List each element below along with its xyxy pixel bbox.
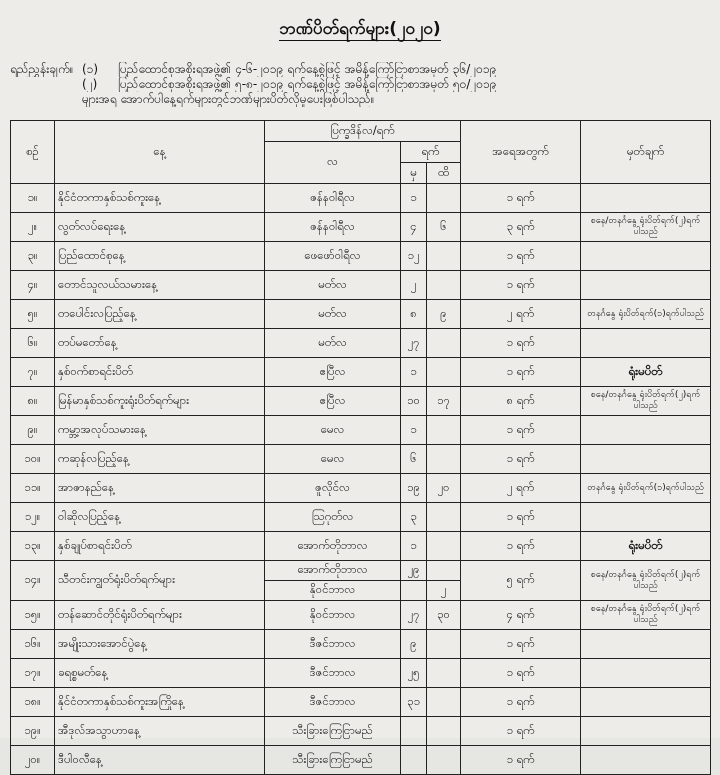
remark	[581, 329, 711, 358]
date-to	[427, 329, 461, 358]
row-number: ၁၅။	[11, 601, 55, 630]
reference-line	[10, 77, 710, 92]
holiday-month: ဒီဇင်ဘာလ	[265, 659, 401, 688]
table-row	[11, 416, 711, 445]
date-from: ၁	[401, 532, 427, 561]
holiday-month: မေလ	[265, 416, 401, 445]
remark	[581, 688, 711, 717]
holiday-month: ဩဂုတ်လ	[265, 503, 401, 532]
header-no: စဉ်	[11, 121, 55, 184]
row-number: ၇။	[11, 358, 55, 387]
holiday-month: ဇန်နဝါရီလ	[265, 213, 401, 242]
header-to: ထိ	[427, 163, 461, 184]
table-row	[11, 561, 711, 581]
day-count: ၅ ရက်	[461, 561, 581, 601]
row-number: ၁၉။	[11, 717, 55, 746]
date-to	[427, 532, 461, 561]
date-from: ၂၅	[401, 659, 427, 688]
holiday-name: မြန်မာနှစ်သစ်ကူးရုံးပိတ်ရက်များ	[55, 387, 265, 416]
remark	[581, 503, 711, 532]
day-count: ၁ ရက်	[461, 242, 581, 271]
date-to	[427, 688, 461, 717]
holiday-month: ဒီဇင်ဘာလ	[265, 630, 401, 659]
reference-text: များအရ အောက်ပါနေ့ရက်များတွင်ဘဏ်များပိတ်လိုမှုပေးဖြစ်ပါသည်။	[82, 92, 375, 106]
day-count: ၁ ရက်	[461, 717, 581, 746]
date-to	[427, 503, 461, 532]
holiday-month: အောက်တိုဘာလ	[265, 532, 401, 561]
holiday-name: နှစ်ဝက်စာရင်းပိတ်	[55, 358, 265, 387]
date-to	[427, 445, 461, 474]
holiday-name: ဝါဆိုလပြည့်နေ့	[55, 503, 265, 532]
date-to: ၁၇	[427, 387, 461, 416]
date-to	[427, 358, 461, 387]
remark: ရုံးမပိတ်	[581, 532, 711, 561]
row-number: ၁၁။	[11, 474, 55, 503]
remark: စနေ/တနင်္ဂနွေ ရုံးပိတ်ရက်(၂)ရက်ပါသည်	[581, 387, 711, 416]
date-from	[401, 581, 427, 601]
date-to	[427, 271, 461, 300]
date-to	[427, 659, 461, 688]
holiday-name: တန်ဆောင်တိုင်ရုံးပိတ်ရက်များ	[55, 601, 265, 630]
holiday-month: ဒီဇင်ဘာလ	[265, 688, 401, 717]
day-count: ၂ ရက်	[461, 474, 581, 503]
day-count: ၁ ရက်	[461, 532, 581, 561]
reference-text: ပြည်ထောင်စုအစိုးရအဖွဲ့၏ ၄-၆-၂၀၁၉ ရက်နေ့စွဲဖြင့် အမိန့်ကြော်ငြာစာအမှတ် ၃၆/၂၀၁၉	[118, 62, 497, 76]
row-number: ၁၆။	[11, 630, 55, 659]
remark	[581, 184, 711, 213]
day-count: ၃ ရက်	[461, 213, 581, 242]
table-row	[11, 271, 711, 300]
holiday-name: လွတ်လပ်ရေးနေ့	[55, 213, 265, 242]
holiday-table	[10, 120, 711, 775]
holiday-month: ဧပြီလ	[265, 358, 401, 387]
table-row	[11, 329, 711, 358]
row-number: ၈။	[11, 387, 55, 416]
document-title: ဘဏ်ပိတ်ရက်များ(၂၀၂၀)	[279, 19, 441, 39]
date-to	[427, 242, 461, 271]
table-row	[11, 688, 711, 717]
table-row	[11, 358, 711, 387]
day-count: ၁ ရက်	[461, 358, 581, 387]
date-from: ၁၀	[401, 387, 427, 416]
holiday-name: ပြည်ထောင်စုနေ့	[55, 242, 265, 271]
date-from: ၂၉	[401, 561, 427, 581]
reference-label: ရည်ညွှန်းချက်။	[10, 62, 74, 76]
row-number: ၁၇။	[11, 659, 55, 688]
date-from: ၉	[401, 630, 427, 659]
row-number: ၁၀။	[11, 445, 55, 474]
table-row	[11, 503, 711, 532]
holiday-name: ကဆုန်လပြည့်နေ့	[55, 445, 265, 474]
row-number: ၁၃။	[11, 532, 55, 561]
holiday-name: အမျိုးသားအောင်ပွဲနေ့	[55, 630, 265, 659]
holiday-month: သီးခြားကြေငြာမည်	[265, 717, 401, 746]
day-count: ၂ ရက်	[461, 300, 581, 329]
remark	[581, 445, 711, 474]
day-count: ၁ ရက်	[461, 688, 581, 717]
date-from: ၁၉	[401, 474, 427, 503]
table-row	[11, 300, 711, 329]
date-from: ၄	[401, 213, 427, 242]
date-to: ၂	[427, 581, 461, 601]
holiday-month: ဇူလိုင်လ	[265, 474, 401, 503]
table-row	[11, 601, 711, 630]
holiday-name: ခရစ္စမတ်နေ့	[55, 659, 265, 688]
day-count: ၁ ရက်	[461, 329, 581, 358]
row-number: ၆။	[11, 329, 55, 358]
day-count: ၁ ရက်	[461, 416, 581, 445]
date-from: ၁	[401, 184, 427, 213]
holiday-name: နှစ်ချုပ်စာရင်းပိတ်	[55, 532, 265, 561]
header-date: ရက်	[401, 142, 461, 163]
table-row	[11, 659, 711, 688]
date-to	[427, 717, 461, 746]
date-from	[401, 746, 427, 775]
date-to: ၉	[427, 300, 461, 329]
table-row	[11, 474, 711, 503]
reference-line	[10, 92, 710, 107]
date-from: ၂၇	[401, 329, 427, 358]
holiday-month: နိုဝင်ဘာလ	[265, 601, 401, 630]
date-from	[401, 717, 427, 746]
row-number: ၅။	[11, 300, 55, 329]
table-row	[11, 184, 711, 213]
holiday-month: ဇန်နဝါရီလ	[265, 184, 401, 213]
row-number: ၃။	[11, 242, 55, 271]
reference-text: ပြည်ထောင်စုအစိုးရအဖွဲ့၏ ၅-၈-၂၀၁၉ ရက်နေ့စွဲဖြင့် အမိန့်ကြော်ငြာစာအမှတ် ၅၀/၂၀၁၉	[118, 77, 497, 91]
header-calendar: ပြက္ခဒိန်လ/ရက်	[265, 121, 461, 142]
row-number: ၂၀။	[11, 746, 55, 775]
holiday-month: ဖေဖော်ဝါရီလ	[265, 242, 401, 271]
remark: တနင်္ဂနွေ ရုံးပိတ်ရက်(၁)ရက်ပါသည်	[581, 300, 711, 329]
table-row	[11, 445, 711, 474]
holiday-name: အာဇာနည်နေ့	[55, 474, 265, 503]
table-row	[11, 746, 711, 775]
header-remark: မှတ်ချက်	[581, 121, 711, 184]
holiday-name: နိုင်ငံတကာနှစ်သစ်ကူးအကြိုနေ့	[55, 688, 265, 717]
header-month: လ	[265, 142, 401, 184]
remark: စနေ/တနင်္ဂနွေ ရုံးပိတ်ရက်(၂)ရက်ပါသည်	[581, 561, 711, 601]
holiday-name: တပေါင်းလပြည့်နေ့	[55, 300, 265, 329]
row-number: ၁၄။	[11, 561, 55, 601]
header-day: နေ့	[55, 121, 265, 184]
table-row	[11, 630, 711, 659]
row-number: ၁၈။	[11, 688, 55, 717]
table-row	[11, 717, 711, 746]
holiday-month: မတ်လ	[265, 329, 401, 358]
remark: ရုံးမပိတ်	[581, 358, 711, 387]
reference-num: (၁)	[82, 62, 99, 76]
date-from: ၁	[401, 416, 427, 445]
day-count: ၁ ရက်	[461, 184, 581, 213]
remark	[581, 271, 711, 300]
reference-block	[10, 62, 710, 107]
day-count: ၁ ရက်	[461, 630, 581, 659]
date-from: ၁	[401, 358, 427, 387]
holiday-month: မတ်လ	[265, 300, 401, 329]
holiday-month: ဧပြီလ	[265, 387, 401, 416]
date-to	[427, 630, 461, 659]
table-row	[11, 387, 711, 416]
remark	[581, 630, 711, 659]
date-to	[427, 561, 461, 581]
date-from: ၃၁	[401, 688, 427, 717]
holiday-month: အောက်တိုဘာလ	[265, 561, 401, 581]
date-to	[427, 416, 461, 445]
holiday-month: မေလ	[265, 445, 401, 474]
holiday-table-body	[11, 184, 711, 775]
reference-num: (၂)	[82, 77, 98, 91]
date-to	[427, 184, 461, 213]
holiday-name: တောင်သူလယ်သမားနေ့	[55, 271, 265, 300]
row-number: ၄။	[11, 271, 55, 300]
header-count: အရေအတွက်	[461, 121, 581, 184]
remark: စနေ/တနင်္ဂနွေ ရုံးပိတ်ရက်(၂)ရက်ပါသည်	[581, 601, 711, 630]
date-from: ၁၂	[401, 242, 427, 271]
date-from: ၂၇	[401, 601, 427, 630]
row-number: ၁၂။	[11, 503, 55, 532]
holiday-name: တပ်မတော်နေ့	[55, 329, 265, 358]
holiday-name: ကမ္ဘာ့အလုပ်သမားနေ့	[55, 416, 265, 445]
holiday-name: သီတင်းကျွတ်ရုံးပိတ်ရက်များ	[55, 561, 265, 601]
date-to	[427, 746, 461, 775]
date-from: ၆	[401, 445, 427, 474]
row-number: ၂။	[11, 213, 55, 242]
date-to: ၆	[427, 213, 461, 242]
date-to: ၃၀	[427, 601, 461, 630]
day-count: ၄ ရက်	[461, 601, 581, 630]
day-count: ၁ ရက်	[461, 271, 581, 300]
holiday-name: ဒီပါဝလီနေ့	[55, 746, 265, 775]
holiday-name: နိုင်ငံတကာနှစ်သစ်ကူးနေ့	[55, 184, 265, 213]
date-from: ၃	[401, 503, 427, 532]
day-count: ၈ ရက်	[461, 387, 581, 416]
remark	[581, 416, 711, 445]
holiday-name: အီဒုလ်အသွာဟာနေ့	[55, 717, 265, 746]
remark	[581, 746, 711, 775]
row-number: ၁။	[11, 184, 55, 213]
day-count: ၁ ရက်	[461, 746, 581, 775]
header-from: မှ	[401, 163, 427, 184]
table-row	[11, 213, 711, 242]
remark	[581, 659, 711, 688]
day-count: ၁ ရက်	[461, 659, 581, 688]
remark: တနင်္ဂနွေ ရုံးပိတ်ရက်(၁)ရက်ပါသည်	[581, 474, 711, 503]
reference-line	[10, 62, 710, 77]
table-row	[11, 242, 711, 271]
date-from: ၈	[401, 300, 427, 329]
holiday-month: မတ်လ	[265, 271, 401, 300]
remark	[581, 717, 711, 746]
holiday-month: သီးခြားကြေငြာမည်	[265, 746, 401, 775]
remark: စနေ/တနင်္ဂနွေ ရုံးပိတ်ရက်(၂)ရက်ပါသည်	[581, 213, 711, 242]
row-number: ၉။	[11, 416, 55, 445]
table-row	[11, 532, 711, 561]
date-from: ၂	[401, 271, 427, 300]
remark	[581, 242, 711, 271]
date-to: ၂၀	[427, 474, 461, 503]
day-count: ၁ ရက်	[461, 445, 581, 474]
day-count: ၁ ရက်	[461, 503, 581, 532]
holiday-month: နိုဝင်ဘာလ	[265, 581, 401, 601]
